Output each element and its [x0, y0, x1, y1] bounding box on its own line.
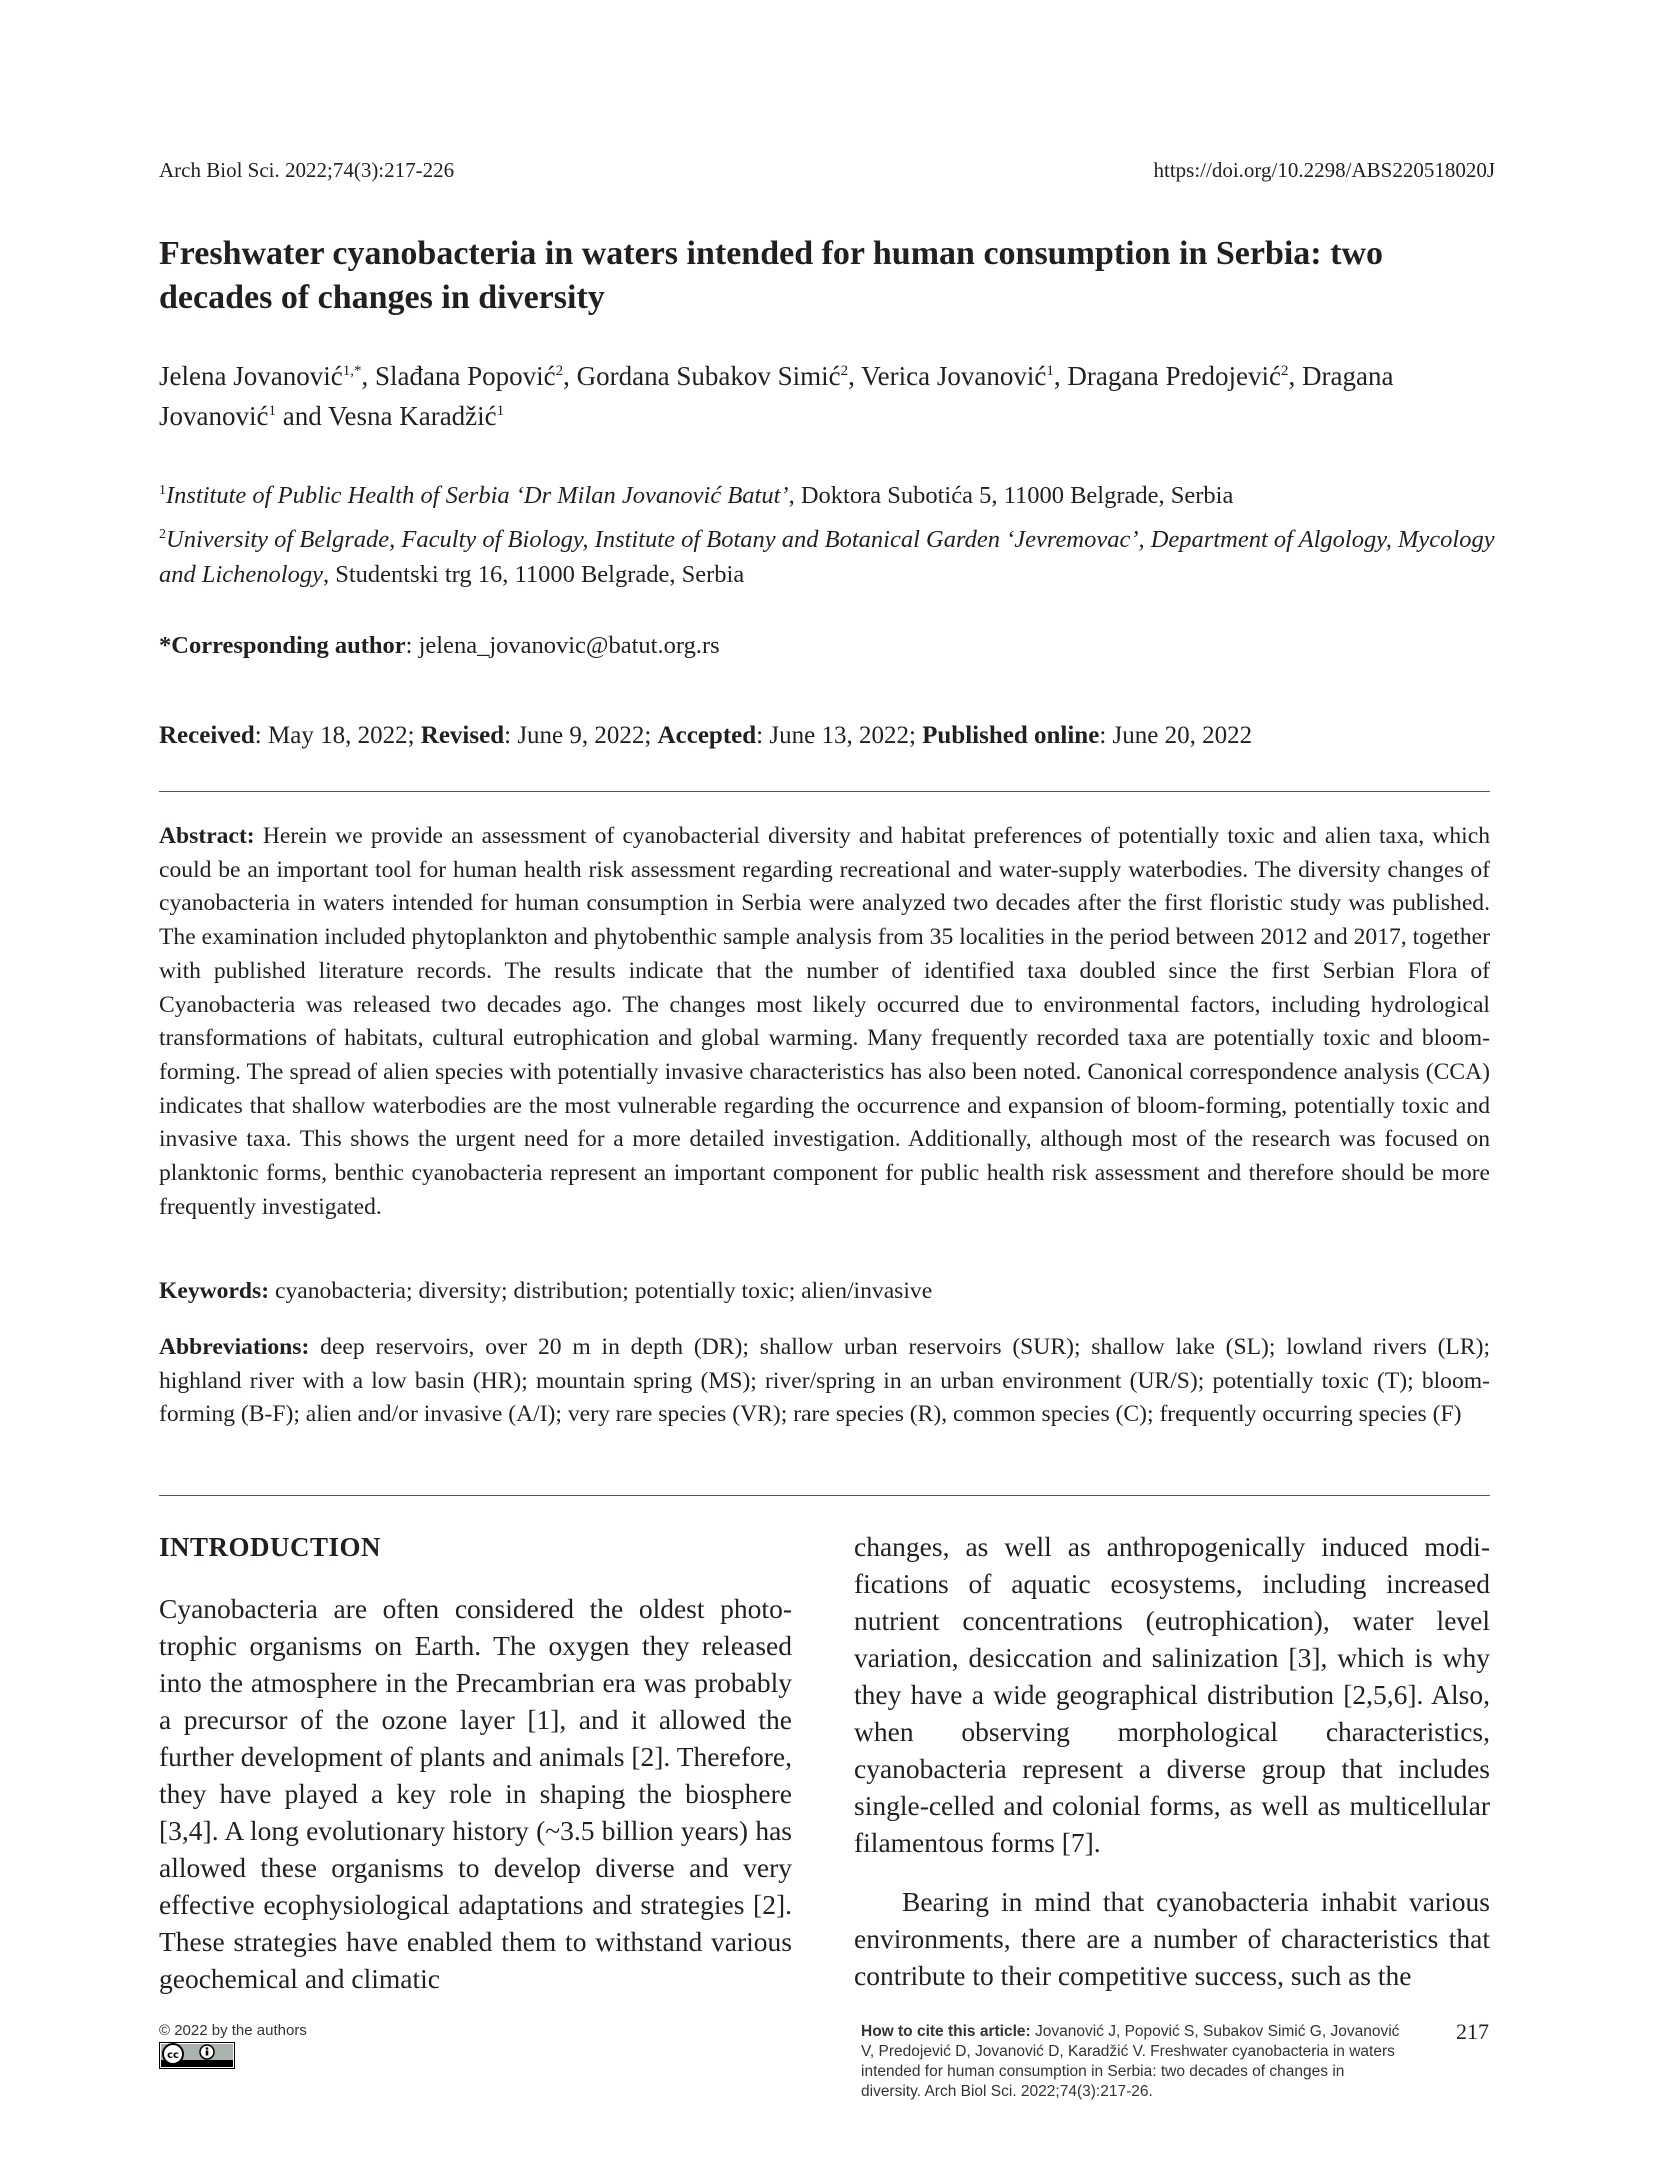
author-list: [159, 356, 1499, 436]
intro-paragraph-right-2: Bearing in mind that cyanobacteria inhabit various environments, there are a number of characteristics that contribute to their competitive success, such as the: [854, 1886, 1490, 1991]
copyright-notice: © 2022 by the authors: [159, 2022, 307, 2039]
affiliation-1: [159, 478, 1499, 513]
date-separator: ;: [908, 722, 923, 749]
divider: [159, 1495, 1490, 1496]
intro-paragraph-left: Cyanobacteria are often considered the oldest phototrophic organisms on Earth. The oxygen they released into the atmosphere in the Precambrian era was probably a precursor of the ozone layer [1], and it allowed the further development of plants and animals [2]. Therefore, they have played a key role in shaping the biosphere [3,4]. A long evolutionary history (~3.5 billion years) has allowed these organisms to develop diverse and very effective ecophysiological adaptations and strategies [2]. These strategies have enabled them to withstand various geochemical and climatic: [159, 1593, 792, 1994]
cc-by-license-icon[interactable]: [159, 2042, 235, 2069]
citation-text: Jovanović J, Popović S, Subakov Simić G, Jovanović V, Predojević D, Jovanović D, Karadžić V. Freshwater cyanobacteria in waters intended for human consumption in Serbia: two decades of changes in diversity. Arch Biol Sci. 2022;74(3):217-26.: [861, 2023, 1400, 2100]
affiliation-institution: Institute of Public Health of Serbia ‘Dr Milan Jovanović Batut’: [166, 482, 789, 509]
publication-dates: Received: May 18, 2022; Revised: June 9, 2022; Accepted: June 13, 2022; Published online: June 20, 2022: [159, 722, 1253, 749]
author-name: Gordana Subakov Simić: [576, 361, 841, 391]
svg-text:cc: cc: [167, 2050, 179, 2061]
page-number: 217: [1456, 2019, 1489, 2044]
author-separator: ,: [1288, 361, 1302, 391]
abbreviations-label: Abbreviations:: [159, 1334, 310, 1360]
author-name: Dragana Predojević: [1067, 361, 1281, 391]
abstract-text: Herein we provide an assessment of cyanobacterial diversity and habitat preferences of potentially toxic and alien taxa, which could be an important tool for human health risk assessment regarding recreational and water-supply waterbodies. The diversity changes of cyanobacteria in waters intended for human consumption in Serbia were analyzed two decades after the first floristic study was published. The examination included phytoplankton and phytobenthic sample analysis from 35 localities in the period between 2012 and 2017, together with published literature records. The results indicate that the number of identified taxa doubled since the first Serbian Flora of Cyanobacteria was released two decades ago. The changes most likely occurred due to environmental factors, including hydrological transformations of habitats, cultural eutrophication and global warming. Many frequently recorded taxa are potentially toxic and bloom-forming. The spread of alien species with potentially invasive characteristics has also been noted. Canonical correspondence analysis (CCA) indicates that shallow waterbodies are the most vulnerable regarding the occurrence and expansion of bloom-forming, potentially toxic and invasive taxa. This shows the urgent need for a more detailed investigation. Additionally, although most of the research was focused on planktonic forms, benthic cyanobacteria represent an important component for public health risk assessment and therefore should be more frequently investigated.: [159, 823, 1490, 1220]
date-value: June 13, 2022: [769, 722, 909, 749]
running-head: [159, 158, 1495, 188]
date-label: Accepted: [657, 722, 757, 749]
date-value: June 9, 2022: [517, 722, 645, 749]
author-affiliation-mark: 2: [555, 363, 564, 379]
divider: [159, 791, 1490, 792]
author-affiliation-mark: 1: [268, 403, 276, 419]
affiliation-number: 1: [159, 482, 166, 498]
keywords-text: cyanobacteria; diversity; distribution; potentially toxic; alien/invasive: [275, 1278, 933, 1304]
corresponding-author: *Corresponding author: jelena_jovanovic@batut.org.rs: [159, 632, 720, 659]
keywords: [159, 1275, 1490, 1309]
affiliation-institution: University of Belgrade, Faculty of Biology, Institute of Botany and Botanical Garden ‘Jevremovac’, Department of Algology, Mycology and Lichenology: [159, 526, 1495, 588]
author-affiliation-mark: 1: [496, 403, 505, 419]
author-separator: ,: [361, 361, 375, 391]
author-separator: ,: [563, 361, 577, 391]
affiliation-address: , Studentski trg 16, 11000 Belgrade, Serbia: [323, 561, 745, 588]
date-value: June 20, 2022: [1112, 722, 1253, 749]
abbreviations-text: deep reservoirs, over 20 m in depth (DR); shallow urban reservoirs (SUR); shallow lake (SL); lowland rivers (LR); highland river with a low basin (HR); mountain spring (MS); river/spring in an urban environment (UR/S); potentially toxic (T); bloom-forming (B-F); alien and/or invasive (A/I); very rare species (VR); rare species (R), common species (C); frequently occurring species (F): [159, 1334, 1490, 1428]
author-name: Vesna Karadžić: [327, 401, 497, 431]
author-separator: ,: [848, 361, 862, 391]
author-affiliation-mark: 1: [1046, 363, 1054, 379]
abbreviations: [159, 1331, 1490, 1432]
author-affiliation-mark: 2: [1281, 363, 1289, 379]
author-affiliation-mark: 2: [840, 363, 849, 379]
citation-box: [861, 2022, 1401, 2102]
date-separator: ;: [407, 722, 421, 749]
author-name: Jelena Jovanović: [159, 361, 343, 391]
affiliation-2: [159, 522, 1499, 592]
date-separator: ;: [644, 722, 658, 749]
author-separator: ,: [1053, 361, 1068, 391]
author-name: Slađana Popović: [374, 361, 556, 391]
abstract-label: Abstract:: [159, 823, 255, 849]
author-separator: and: [275, 401, 328, 431]
corresponding-author-label: *Corresponding author: [159, 632, 406, 659]
article-title: Freshwater cyanobacteria in waters intended for human consumption in Serbia: two decades of changes in diversity: [159, 235, 1383, 316]
author-name: Verica Jovanović: [861, 361, 1047, 391]
doi-link[interactable]: https://doi.org/10.2298/ABS220518020J: [1153, 158, 1495, 182]
intro-paragraph-right-1: changes, as well as anthropogenically induced modifications of aquatic ecosystems, including increased nutrient concentrations (eutrophication), water level variation, desiccation and salinization [3], which is why they have a wide geographical distribution [2,5,6]. Also, when observing morphological characteristics, cyanobacteria represent a diverse group that includes single-celled and colonial forms, as well as multicellular filamentous forms [7].: [854, 1531, 1490, 1858]
date-label: Revised: [420, 722, 505, 749]
affiliation-address: , Doktora Subotića 5, 11000 Belgrade, Serbia: [788, 482, 1234, 509]
keywords-label: Keywords:: [159, 1278, 270, 1304]
journal-reference: Arch Biol Sci. 2022;74(3):217-226: [159, 158, 455, 182]
abstract: [159, 820, 1490, 1224]
affiliation-number: 2: [159, 526, 166, 542]
corresponding-email[interactable]: jelena_jovanovic@batut.org.rs: [418, 632, 720, 659]
citation-label: How to cite this article:: [861, 2023, 1031, 2040]
section-heading-introduction: INTRODUCTION: [159, 1532, 382, 1562]
date-value: May 18, 2022: [268, 722, 408, 749]
date-label: Published online: [922, 722, 1100, 749]
author-name: Dragana Jovanović: [159, 361, 1394, 431]
date-label: Received: [159, 722, 255, 749]
author-affiliation-mark: 1,*: [342, 363, 362, 379]
